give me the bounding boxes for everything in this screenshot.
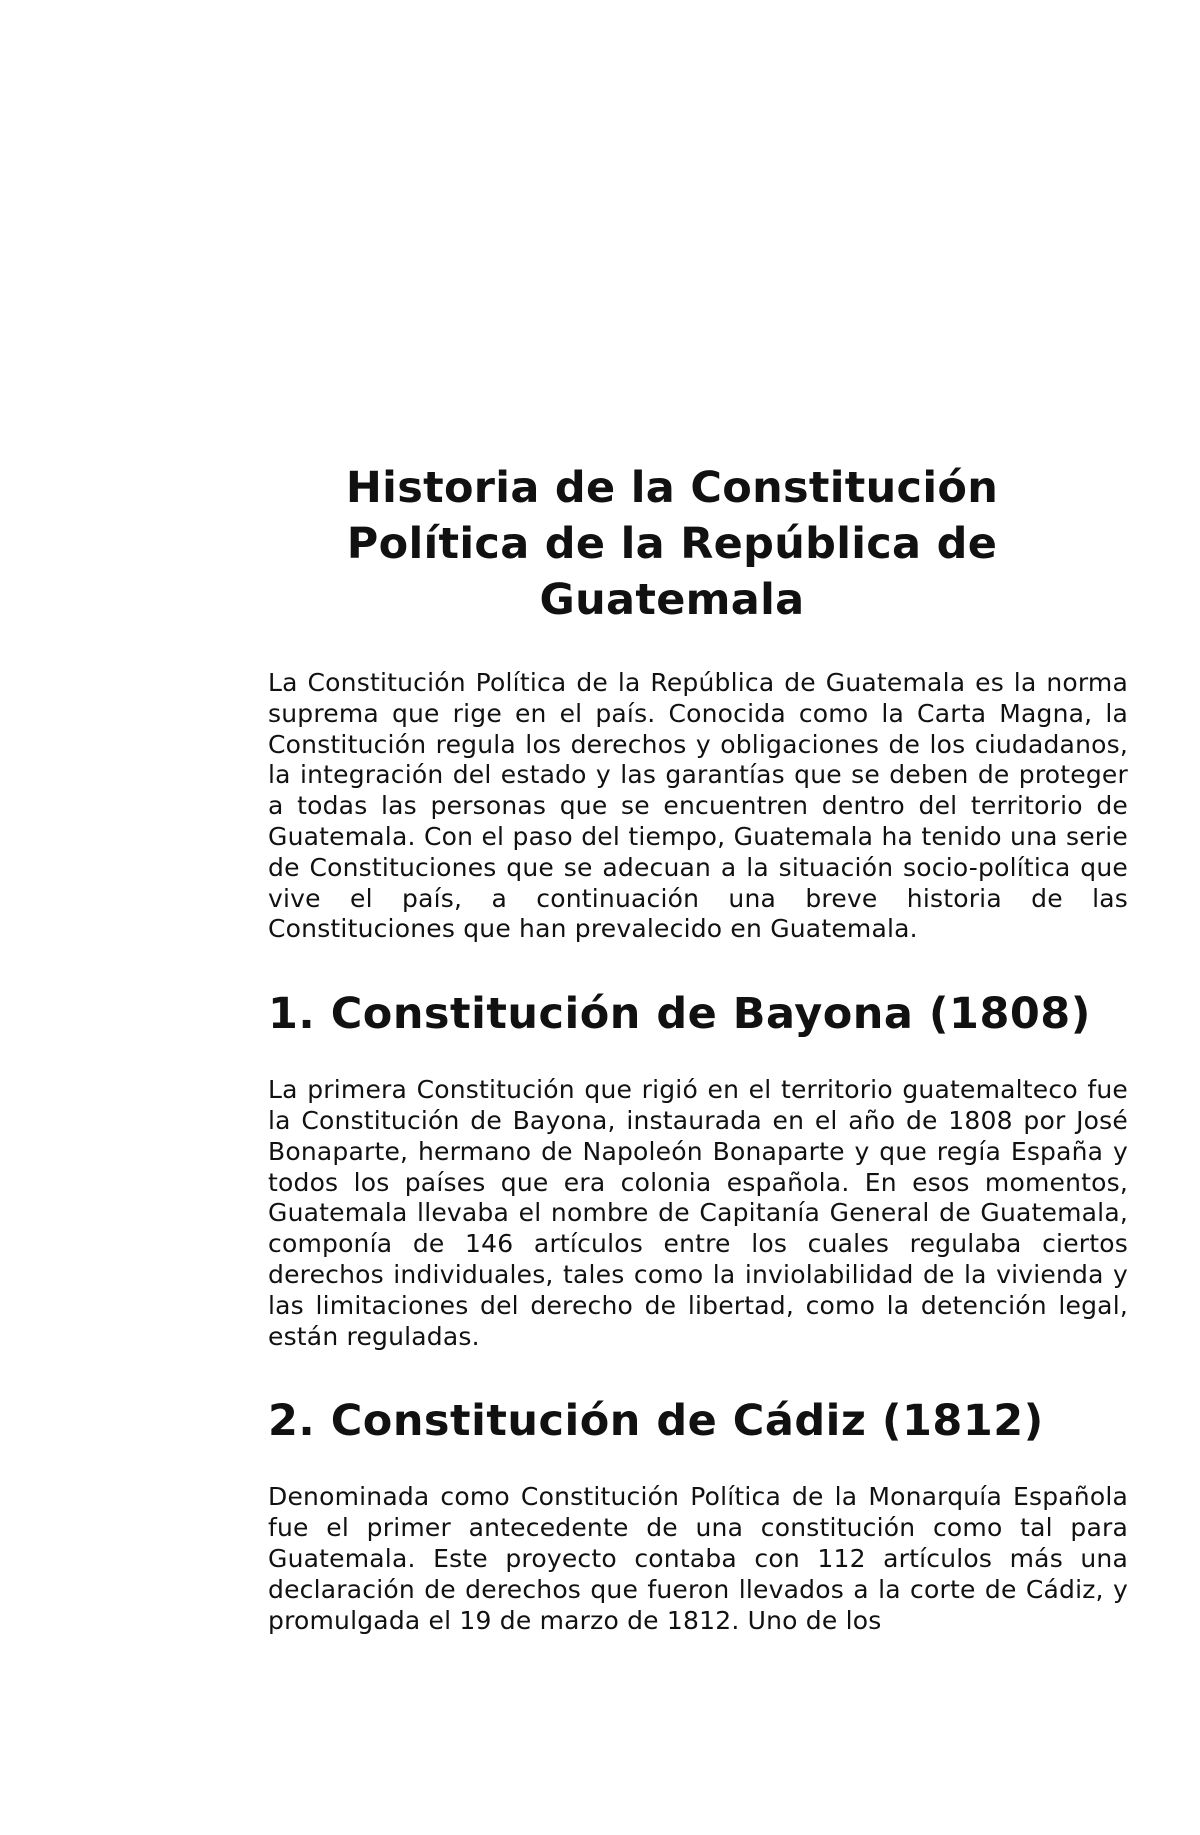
document-page [268,460,1128,1636]
section-body-cadiz: Denominada como Constitución Política de la Monarquía Española fue el primer antecedente de una constitución como tal para Guatemala. Este proyecto contaba con 112 artículos más una declaración de derechos que fueron llevados a la corte de Cádiz, y promulgada el 19 de marzo de 1812. Uno de los [268,1482,1128,1635]
section-heading-bayona: 1. Constitución de Bayona (1808) [268,989,1091,1040]
section-heading-cadiz: 2. Constitución de Cádiz (1812) [268,1396,1044,1447]
section-body-bayona: La primera Constitución que rigió en el territorio guatemalteco fue la Constitución de Bayona, instaurada en el año de 1808 por José Bonaparte, hermano de Napoleón Bonaparte y que regía España y todos los países que era colonia española. En esos momentos, Guatemala llevaba el nombre de Capitanía General de Guatemala, componía de 146 artículos entre los cuales regulaba ciertos derechos individuales, tales como la inviolabilidad de la vivienda y las limitaciones del derecho de libertad, como la detención legal, están reguladas. [268,1075,1128,1351]
intro-paragraph: La Constitución Política de la República de Guatemala es la norma suprema que rige en el país. Conocida como la Carta Magna, la Constitución regula los derechos y obligaciones de los ciudadanos, la integración del estado y las garantías que se deben de proteger a todas las personas que se encuentren dentro del territorio de Guatemala. Con el paso del tiempo, Guatemala ha tenido una serie de Constituciones que se adecuan a la situación socio-política que vive el país, a continuación una breve historia de las Constituciones que han prevalecido en Guatemala. [268,668,1128,944]
document-title: Historia de la Constitución Política de la República de Guatemala [345,463,999,625]
